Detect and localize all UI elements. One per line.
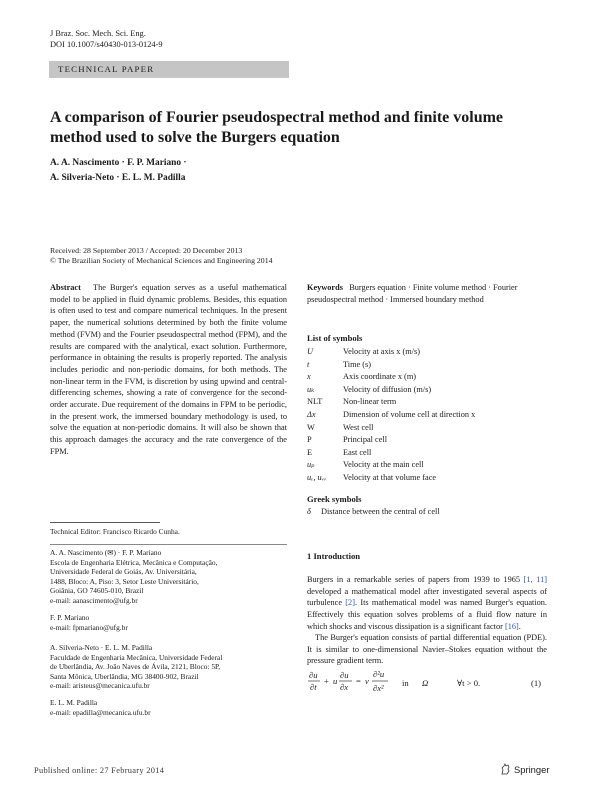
affiliation-line: F. P. Mariano [50, 613, 90, 622]
symbol: uₖ [307, 384, 315, 394]
journal-header [50, 29, 163, 50]
paper-title: A comparison of Fourier pseudospectral method and finite volume method used to solve the Burgers equation [50, 109, 504, 146]
symbol-row [307, 396, 547, 409]
abstract [50, 282, 287, 458]
symbol-row [307, 384, 547, 397]
symbol: E [307, 447, 313, 457]
svg-text:u: u [333, 676, 338, 686]
greek-symbol-row [307, 506, 547, 519]
equation-condition: ∀t > 0. [457, 678, 481, 688]
equation-number: (1) [531, 678, 542, 688]
affiliation-1 [50, 548, 287, 606]
publisher-logo [500, 763, 549, 775]
received-date: Received: 28 September 2013 / Accepted: 20 December 2013 [50, 246, 243, 255]
symbol-desc: Velocity at that volume face [343, 472, 437, 482]
svg-text:=: = [356, 676, 361, 686]
symbol: uₚ [307, 460, 315, 470]
greek-symbols-heading: Greek symbols [307, 494, 362, 504]
symbol-row [307, 346, 547, 359]
symbol-desc: Distance between the central of cell [321, 507, 440, 516]
affiliation-line: E. L. M. Padilla [50, 698, 98, 707]
symbol: W [307, 422, 315, 432]
affiliation-line: Universidade Federal de Goiás, Av. Universitária, [50, 567, 197, 577]
symbol-row [307, 422, 547, 435]
journal-doi: DOI 10.1007/s40430-013-0124-9 [50, 39, 163, 49]
authors-line-1: A. A. Nascimento · F. P. Mariano · [50, 158, 187, 168]
symbol: U [307, 347, 313, 356]
symbol-desc: East cell [343, 447, 372, 457]
equation-domain: Ω [422, 678, 429, 688]
symbol: Δx [307, 409, 316, 419]
abstract-text: The Burger's equation serves as a useful mathematical model to be applied in fluid dynamic problems. Besides, this equation is often used to test and compare numerical techniques. In the present paper, the numerical solutions determined by both the finite volume method (FVM) and the Fourier pseudospectral method (FPM), and the results are compared with the analytical, exact solution. Furthermore, performance in obtaining the results is properly reported. The analysis includes periodic and non-periodic domains, for both methods. The non-linear term in the FVM, is discretion by using upwind and central-differencing schemes, showing a rate of convergence for the second-order accurate. Due requirement of the domains in FPM to be periodic, in the present work, the immersed boundary methodology is used, to solve the equation at non-periodic domains. It will also be shown that this approach damages the accuracy and the rate convergence of the FPM. [50, 283, 287, 456]
affiliation-4 [50, 698, 287, 717]
symbol-desc: Axis coordinate x (m) [343, 372, 417, 382]
springer-horse-icon [500, 763, 511, 775]
symbol-row [307, 472, 547, 485]
intro-paragraph-2: The Burger's equation consists of partial differential equation (PDE). It is similar to one-dimensional Navier–Stokes equation without the pressure gradient term. [307, 633, 547, 666]
affiliation-line: Escola de Engenharia Elétrica, Mecânica e Computação, [50, 557, 218, 567]
published-online: Published online: 27 February 2014 [34, 766, 165, 775]
citation-link[interactable]: [1, 11] [523, 575, 548, 584]
symbol-row [307, 447, 547, 460]
equation-in-label: in [402, 678, 409, 688]
svg-text:∂x: ∂x [340, 682, 349, 692]
abstract-label: Abstract [50, 283, 81, 292]
svg-text:∂x²: ∂x² [373, 683, 384, 693]
affiliation-line: de Uberlândia, Av. João Naves de Ávila, 2121, Bloco: 5P, [50, 662, 221, 672]
symbol-row [307, 459, 547, 472]
symbol-desc: Velocity of diffusion (m/s) [343, 384, 432, 394]
symbol-row [307, 371, 547, 384]
citation-link[interactable]: [16] [504, 621, 519, 631]
article-type: TECHNICAL PAPER [58, 64, 155, 74]
copyright-line: © The Brazilian Society of Mechanical Sciences and Engineering 2014 [50, 256, 273, 265]
email-link[interactable]: e-mail: fpmariano@ufg.br [50, 622, 128, 632]
svg-text:∂t: ∂t [310, 682, 317, 692]
symbol-row [307, 359, 547, 372]
keywords-text: Burgers equation · Finite volume method · Fourier pseudospectral method · Immersed boundary method [307, 283, 518, 304]
citation-link[interactable]: [2] [345, 598, 355, 608]
affiliation-2 [50, 613, 287, 632]
svg-text:∂²u: ∂²u [373, 669, 385, 679]
affiliation-3 [50, 643, 287, 691]
svg-text:ν: ν [365, 676, 369, 686]
svg-text:∂u: ∂u [309, 670, 318, 680]
technical-editor: Technical Editor: Francisco Ricardo Cunha. [50, 527, 180, 536]
author-list [50, 156, 187, 186]
svg-text:+: + [324, 676, 329, 686]
email-link[interactable]: e-mail: epadilla@mecanica.ufu.br [50, 707, 151, 717]
text-run: Burgers in a remarkable series of papers from 1939 to 1965 [307, 575, 524, 584]
affiliation-line: Goiânia, GO 74605-010, Brazil [50, 586, 144, 596]
text-run: . Its mathematical model was named Burger's equation. Effectively this equation solves problems of a fluid flow nature in which shocks and viscous dissipation is a significant factor [307, 598, 547, 631]
footnote-rule [50, 522, 160, 523]
symbol: x [307, 372, 311, 382]
symbol: NLT [307, 397, 323, 407]
text-run: developed a mathematical model after investigated several aspects of turbulence [307, 586, 547, 608]
affiliation-line: Faculdade de Engenharia Mecânica, Universidade Federal [50, 652, 223, 662]
symbol-row [307, 434, 547, 447]
symbol: P [307, 435, 312, 445]
authors-line-2: A. Silveria-Neto · E. L. M. Padilla [50, 173, 186, 183]
symbol-desc: Principal cell [343, 435, 388, 445]
dates-block [50, 246, 273, 266]
journal-name: J Braz. Soc. Mech. Sci. Eng. [50, 29, 146, 38]
svg-text:∂u: ∂u [340, 670, 349, 680]
symbols-heading: List of symbols [307, 333, 363, 343]
symbol: uₑ, uᵥᵥ [307, 472, 327, 482]
symbols-list [307, 346, 547, 485]
text-run: . [518, 621, 521, 631]
symbol: t [307, 359, 310, 369]
symbol-desc: Dimension of volume cell at direction x [343, 409, 476, 419]
section-heading-introduction: 1 Introduction [307, 551, 361, 561]
keywords-label: Keywords [307, 283, 343, 292]
affiliation-rule [50, 544, 287, 545]
symbol-desc: Velocity at the main cell [343, 460, 424, 470]
symbol-desc: Velocity at axis x (m/s) [343, 347, 420, 356]
affiliation-line: 1488, Bloco: A, Piso: 3, Setor Leste Universitário, [50, 576, 199, 586]
symbol: δ [307, 507, 311, 516]
publisher-name: Springer [514, 763, 550, 775]
symbol-row [307, 409, 547, 422]
symbol-desc: Non-linear term [343, 397, 397, 407]
intro-paragraph-1 [307, 574, 547, 633]
email-link[interactable]: e-mail: aanascimento@ufg.br [50, 595, 138, 605]
affiliation-line: A. Silveria-Neto · E. L. M. Padilla [50, 643, 153, 652]
symbol-desc: West cell [343, 422, 374, 432]
affiliation-line: A. A. Nascimento (✉) · F. P. Mariano [50, 548, 162, 557]
affiliation-line: Santa Mônica, Uberlândia, MG 38400-902, Brazil [50, 671, 199, 681]
symbol-desc: Time (s) [343, 359, 372, 369]
email-link[interactable]: e-mail: aristeus@mecanica.ufu.br [50, 681, 150, 691]
keywords [307, 282, 547, 305]
